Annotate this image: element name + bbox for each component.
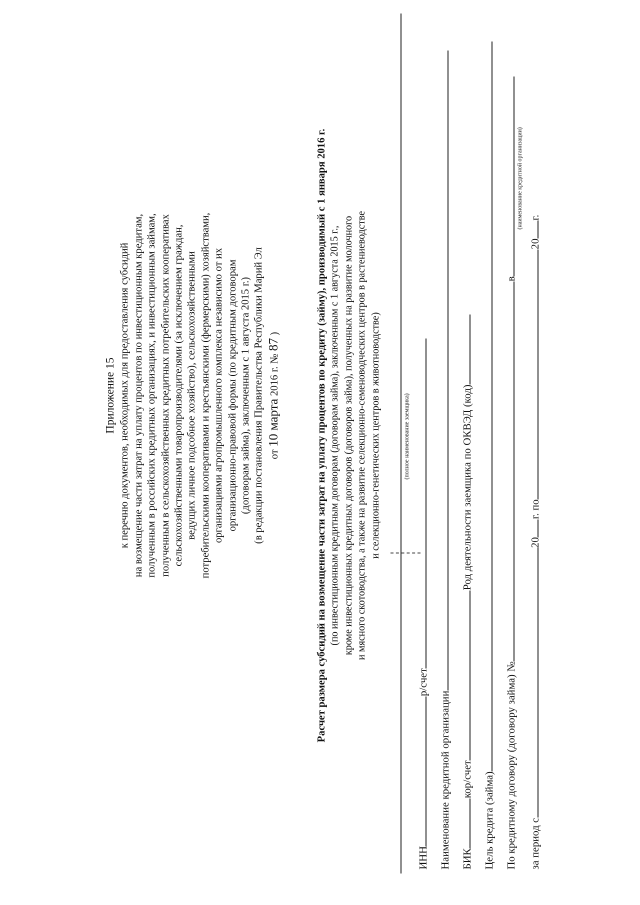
heading-line: и селекционно-генетических центров в животноводстве) bbox=[369, 311, 381, 559]
hint-bank: (наименование кредитной организации) bbox=[517, 126, 523, 229]
period-to-field[interactable] bbox=[526, 249, 538, 499]
purpose-field[interactable] bbox=[480, 41, 492, 771]
appendix-line: полученным в сельскохозяйственных кредитных потребительских кооперативах bbox=[159, 213, 171, 577]
contract-in-label: в bbox=[505, 275, 517, 281]
appendix-line: полученным в российских кредитных организациях, и инвестиционным займам, bbox=[146, 212, 158, 578]
heading-line: и мясного скотоводства, а также на развитие селекционно-семеноводческих центров в растениеводстве bbox=[356, 210, 368, 660]
purpose-label: Цель кредита (займа) bbox=[483, 770, 495, 869]
appendix-line: организационно-правовой формы (по кредитным договорам bbox=[226, 259, 238, 531]
date-year-no: 2016 г. № bbox=[268, 353, 280, 396]
appendix-line: потребительскими кооперативами и крестьянскими (фермерскими) хозяйствами, bbox=[199, 212, 211, 578]
date-day-month: 10 марта bbox=[264, 398, 280, 447]
appendix-line: (договорам займа), заключенным с 1 августа 2015 г.) bbox=[240, 276, 252, 514]
heading-line: (по инвестиционным кредитным договорам (договорам займа), заключенным с 1 августа 2015 г., bbox=[329, 225, 341, 645]
period-label: за период с bbox=[529, 817, 541, 869]
bank-name-row bbox=[436, 50, 451, 869]
year-suffix: г. по bbox=[529, 498, 541, 519]
appendix-title: Приложение 15 bbox=[104, 356, 116, 434]
year-to-field[interactable] bbox=[526, 220, 538, 238]
bank-name-field[interactable] bbox=[436, 50, 448, 690]
account-label: р/счет bbox=[417, 667, 429, 696]
okved-field[interactable] bbox=[458, 314, 470, 384]
appendix-date-line bbox=[266, 135, 281, 655]
year-prefix-2: 20 bbox=[529, 238, 541, 249]
calculation-heading bbox=[315, 25, 382, 845]
decree-number: 87 bbox=[264, 337, 280, 351]
appendix-line: сельскохозяйственными товаропроизводителями (за исключением граждан, bbox=[173, 224, 185, 566]
period-row bbox=[526, 214, 541, 869]
heading-title: Расчет размера субсидий на возмещение части затрат на уплату процентов по кредиту (займу), производимый с 1 января 2016 г. bbox=[316, 128, 327, 742]
year-prefix: 20 bbox=[529, 536, 541, 548]
date-prefix: от bbox=[268, 448, 280, 459]
heading-line: кроме инвестиционных кредитных договоров (договоров займа), полученных на развитие молочного bbox=[342, 215, 354, 655]
hint-full-name: (полное наименование заемщика) bbox=[404, 392, 410, 479]
corr-account-field[interactable] bbox=[458, 590, 470, 760]
bik-label: БИК bbox=[461, 847, 473, 869]
appendix-line: ведущих личное подсобное хозяйство), сельскохозяйственными bbox=[186, 250, 198, 540]
corr-account-label: кор/счет bbox=[461, 759, 473, 798]
year-suffix-2: г. bbox=[529, 214, 541, 221]
inn-field[interactable] bbox=[414, 696, 426, 846]
contract-number-field[interactable] bbox=[502, 281, 514, 661]
period-from-field[interactable] bbox=[526, 547, 538, 817]
bik-field[interactable] bbox=[458, 798, 470, 848]
borrower-name-line[interactable] bbox=[400, 13, 401, 873]
inn-row bbox=[414, 338, 429, 869]
bank-name-label: Наименование кредитной организации bbox=[439, 690, 451, 869]
appendix-line: организациями агропромышленного комплекса независимо от их bbox=[213, 247, 225, 543]
bik-row bbox=[458, 314, 473, 869]
contract-label: По кредитному договору (договору займа) № bbox=[505, 660, 517, 869]
purpose-row bbox=[480, 41, 495, 869]
contract-bank-field[interactable] bbox=[502, 76, 514, 276]
appendix-header bbox=[104, 135, 281, 655]
contract-row bbox=[502, 76, 517, 869]
appendix-line: на возмещение части затрат на уплату процентов по инвестиционным кредитам, bbox=[132, 213, 144, 577]
appendix-line: (в редакции постановления Правительства Республики Марий Эл bbox=[253, 246, 265, 544]
inn-label: ИНН bbox=[417, 845, 429, 869]
okved-label: Род деятельности заемщика по ОКВЭД (код) bbox=[461, 384, 473, 590]
appendix-line: к перечню документов, необходимых для предоставления субсидий bbox=[119, 242, 131, 548]
year-from-field[interactable] bbox=[526, 519, 538, 537]
account-field[interactable] bbox=[414, 338, 426, 668]
date-close: ) bbox=[268, 331, 280, 335]
